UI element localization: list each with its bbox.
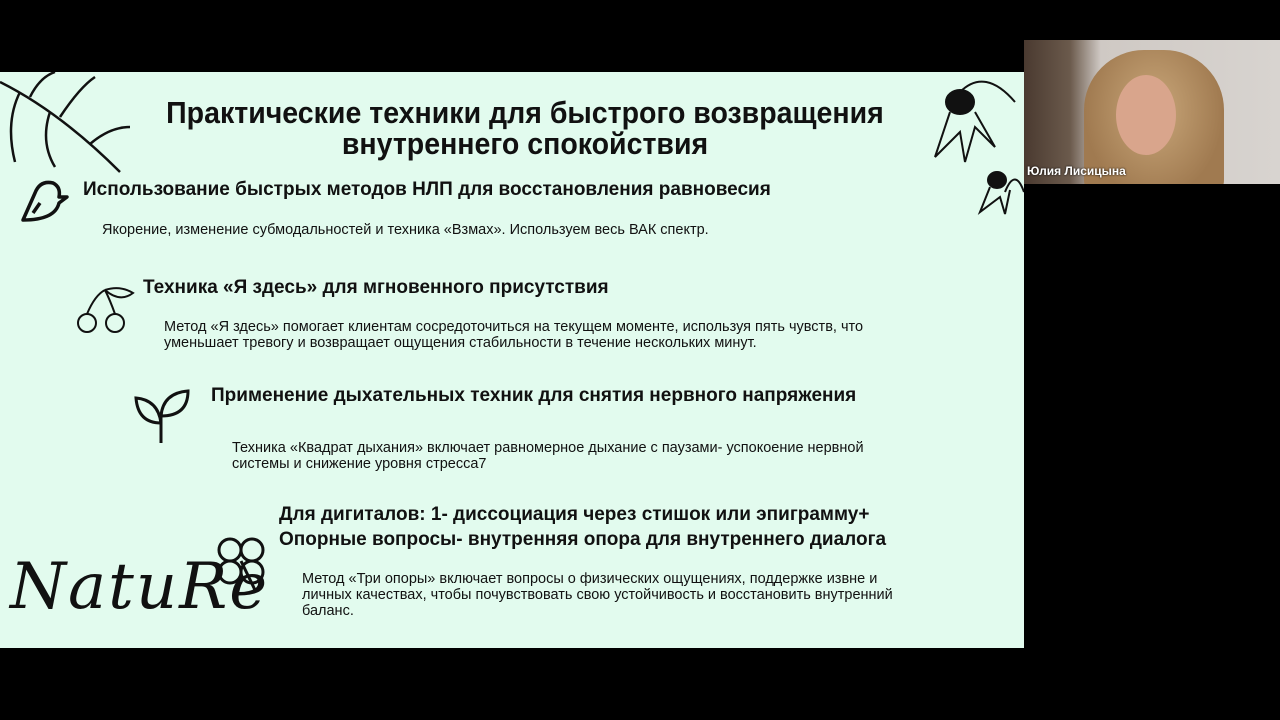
bird-icon [15,175,70,225]
participant-face [1116,75,1176,155]
nature-logo: NatuRe [10,550,270,624]
section-2-body-line2: уменьшает тревогу и возвращает ощущения стабильности в течение нескольких минут. [164,335,757,351]
section-4-heading-line1: Для дигиталов: 1- диссоциация через стишок или эпиграмму+ [279,504,870,525]
section-1-body: Якорение, изменение субмодальностей и техника «Взмах». Используем весь ВАК спектр. [102,222,709,238]
section-3-heading: Применение дыхательных техник для снятия нервного напряжения [211,385,857,406]
slide-title-line2: внутреннего спокойствия [341,126,709,161]
shared-slide [0,72,1024,648]
section-4-heading-line2: Опорные вопросы- внутренняя опора для внутреннего диалога [279,529,887,550]
section-4-body-line3: баланс. [302,603,354,619]
slide-title-line1: Практические техники для быстрого возвращения [166,95,884,130]
sprout-icon [133,388,193,443]
participant-video-tile[interactable] [1024,40,1280,184]
section-4-body-line2: личных качествах, чтобы почувствовать свою устойчивость и восстановить внутренний [302,587,893,603]
section-1-heading: Использование быстрых методов НЛП для восстановления равновесия [83,179,771,200]
participant-name: Юлия Лисицына [1027,164,1126,178]
section-2-heading: Техника «Я здесь» для мгновенного присутствия [143,277,609,298]
section-3-body-line1: Техника «Квадрат дыхания» включает равномерное дыхание с паузами- успокоение нервной [232,440,864,456]
cherry-icon [75,285,135,335]
section-3-body-line2: системы и снижение уровня стресса7 [232,456,487,472]
section-2-body-line1: Метод «Я здесь» помогает клиентам сосредоточиться на текущем моменте, используя пять чувств, что [164,319,864,335]
section-4-body-line1: Метод «Три опоры» включает вопросы о физических ощущениях, поддержке извне и [302,571,878,587]
